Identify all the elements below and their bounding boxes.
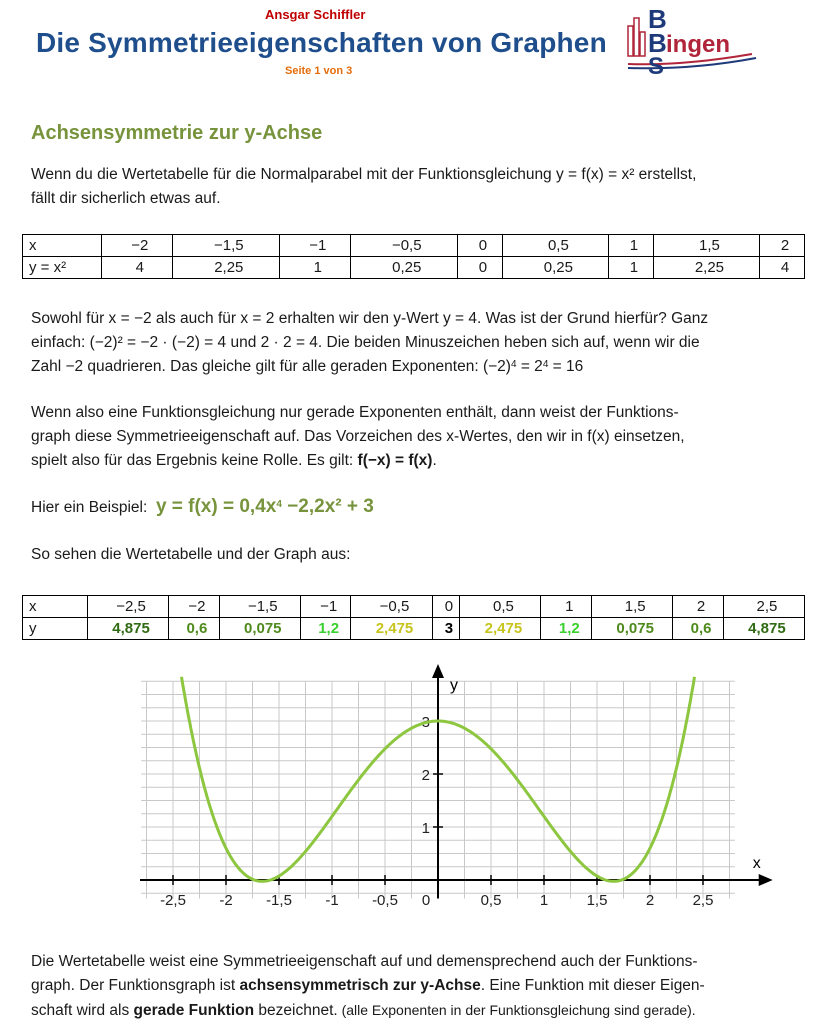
table-cell: 4,875 — [723, 618, 804, 640]
table-cell: 2 — [673, 596, 724, 618]
para2-line-3: Zahl −2 quadrieren. Das gleiche gilt für alle geraden Exponenten: $(-2)^4 = 2^4 = 16$ — [31, 358, 584, 375]
table-cell: 1 — [608, 235, 653, 257]
section-heading: Achsensymmetrie zur y-Achse — [31, 122, 323, 144]
table-cell: 1,2 — [300, 618, 351, 640]
x-tick-label: 1,5 — [586, 892, 608, 909]
intro-line-2: fällt dir sicherlich etwas auf. — [31, 190, 221, 207]
y-tick-label: 2 — [421, 767, 430, 784]
table-cell: −0,5 — [350, 235, 457, 257]
x-tick-label: -1,5 — [266, 892, 292, 909]
axis-symmetry-term: achsensymmetrisch zur y-Achse — [239, 977, 481, 994]
symmetry-rule: f(−x) = f(x) — [357, 452, 433, 469]
table-cell: 0,6 — [169, 618, 220, 640]
table-cell: −1 — [300, 596, 351, 618]
table-cell: 0,075 — [592, 618, 673, 640]
table-cell: 0 — [457, 257, 502, 279]
table-cell: 1 — [541, 596, 592, 618]
table-cell: 2,475 — [351, 618, 432, 640]
bbs-bingen-logo — [622, 4, 762, 74]
table-cell: 2 — [759, 235, 804, 257]
table-cell-label: x — [23, 596, 88, 618]
table-cell: 0,075 — [219, 618, 300, 640]
table-row-x — [23, 596, 805, 618]
table-cell: 1,2 — [541, 618, 592, 640]
author-name: Ansgar Schiffler — [265, 7, 366, 22]
x-tick-label: -2 — [219, 892, 233, 909]
table-cell: −0,5 — [351, 596, 432, 618]
table-cell: 2,25 — [653, 257, 759, 279]
x-axis-arrow — [759, 874, 773, 886]
document-title: Die Symmetrieeigenschaften von Graphen — [36, 27, 607, 58]
example-equation: $y = f(x) = 0,4x^4 -2,2x^2 + 3$ — [155, 496, 374, 517]
conclusion-line-2: graph. Der Funktionsgraph ist achsensymmetrisch zur y-Achse. Eine Funktion mit dieser Eigen- — [31, 977, 705, 994]
table-cell: 0,5 — [460, 596, 541, 618]
table-cell-label: y = x² — [23, 257, 102, 279]
para2-line-2: einfach: (−2)² = −2 · (−2) = 4 und 2 · 2 = 4. Die beiden Minuszeichen heben sich auf, wenn wir die — [31, 334, 700, 351]
table-cell: 0 — [457, 235, 502, 257]
table-row-x — [23, 235, 805, 257]
x-tick-label: -2,5 — [160, 892, 186, 909]
intro-line-1: Wenn du die Wertetabelle für die Normalparabel mit der Funktionsgleichung y = f(x) = x² erstellst, — [31, 166, 697, 183]
table-cell: 4 — [102, 257, 173, 279]
para2-line-1: Sowohl für x = −2 als auch für x = 2 erhalten wir den y-Wert y = 4. Was ist der Grund hierfür? Ganz — [31, 310, 709, 327]
conclusion-line-3: schaft wird als gerade Funktion bezeichnet. (alle Exponenten in der Funktionsgleichung sind gerade). — [31, 1002, 696, 1019]
para3-line-3: spielt also für das Ergebnis keine Rolle. Es gilt: f(−x) = f(x). — [31, 452, 437, 469]
even-function-term: gerade Funktion — [133, 1002, 255, 1019]
y-tick-label: 1 — [421, 820, 430, 837]
logo-letter-s: S — [648, 53, 665, 74]
table-cell: 4,875 — [88, 618, 169, 640]
x-tick-label: 0 — [421, 892, 431, 909]
table-cell: 2,475 — [460, 618, 541, 640]
value-table-normal-parabola — [22, 234, 805, 279]
table-cell: −1,5 — [219, 596, 300, 618]
y-axis-label: y — [450, 677, 458, 694]
x-tick-label: 2,5 — [692, 892, 714, 909]
table-cell: 0,6 — [673, 618, 724, 640]
x-tick-label: 2 — [645, 892, 655, 909]
table-cell: 2,5 — [723, 596, 804, 618]
x-tick-label: -1 — [325, 892, 339, 909]
table-cell: 1,5 — [592, 596, 673, 618]
x-tick-label: 1 — [539, 892, 549, 909]
table-row-y — [23, 618, 805, 640]
para3-line-1: Wenn also eine Funktionsgleichung nur gerade Exponenten enthält, dann weist der Funktions- — [31, 404, 679, 421]
conclusion-line-1: Die Wertetabelle weist eine Symmetrieeigenschaft auf und demensprechend auch der Funktions- — [31, 953, 698, 970]
x-axis-label: x — [752, 855, 761, 872]
table-cell: 3 — [432, 618, 460, 640]
table-cell: 2,25 — [172, 257, 279, 279]
table-cell: 0,25 — [350, 257, 457, 279]
page-info: Seite 1 von 3 — [285, 65, 353, 77]
table-cell: 0 — [432, 596, 460, 618]
table-cell: −2 — [169, 596, 220, 618]
table-cell: −2 — [102, 235, 173, 257]
para3-line-2: graph diese Symmetrieeigenschaft auf. Das Vorzeichen des x-Wertes, den wir in f(x) einsetzen, — [31, 428, 685, 445]
svg-text:B: B — [648, 28, 667, 58]
function-graph — [140, 660, 780, 930]
table-cell-label: y — [23, 618, 88, 640]
logo-letter-b1: B — [648, 4, 667, 34]
para4: So sehen die Wertetabelle und der Graph aus: — [31, 546, 351, 563]
table-cell: 1 — [279, 257, 350, 279]
table-cell: −1,5 — [172, 235, 279, 257]
table-cell: 1 — [608, 257, 653, 279]
table-cell: −1 — [279, 235, 350, 257]
x-tick-label: -0,5 — [372, 892, 398, 909]
table-row-y — [23, 257, 805, 279]
table-cell: 0,25 — [502, 257, 608, 279]
table-cell-label: x — [23, 235, 102, 257]
table-cell: 1,5 — [653, 235, 759, 257]
y-tick-label: 3 — [421, 714, 430, 731]
table-cell: 4 — [759, 257, 804, 279]
table-cell: 0,5 — [502, 235, 608, 257]
example-line: Hier ein Beispiel: $y = f(x) = 0,4x^4 -2,2x^2 + 3$ — [31, 496, 374, 517]
logo-text-ingen: ingen — [666, 31, 730, 58]
y-axis-arrow — [432, 664, 444, 678]
x-tick-label: 0,5 — [480, 892, 502, 909]
value-table-example — [22, 595, 805, 640]
table-cell: −2,5 — [88, 596, 169, 618]
